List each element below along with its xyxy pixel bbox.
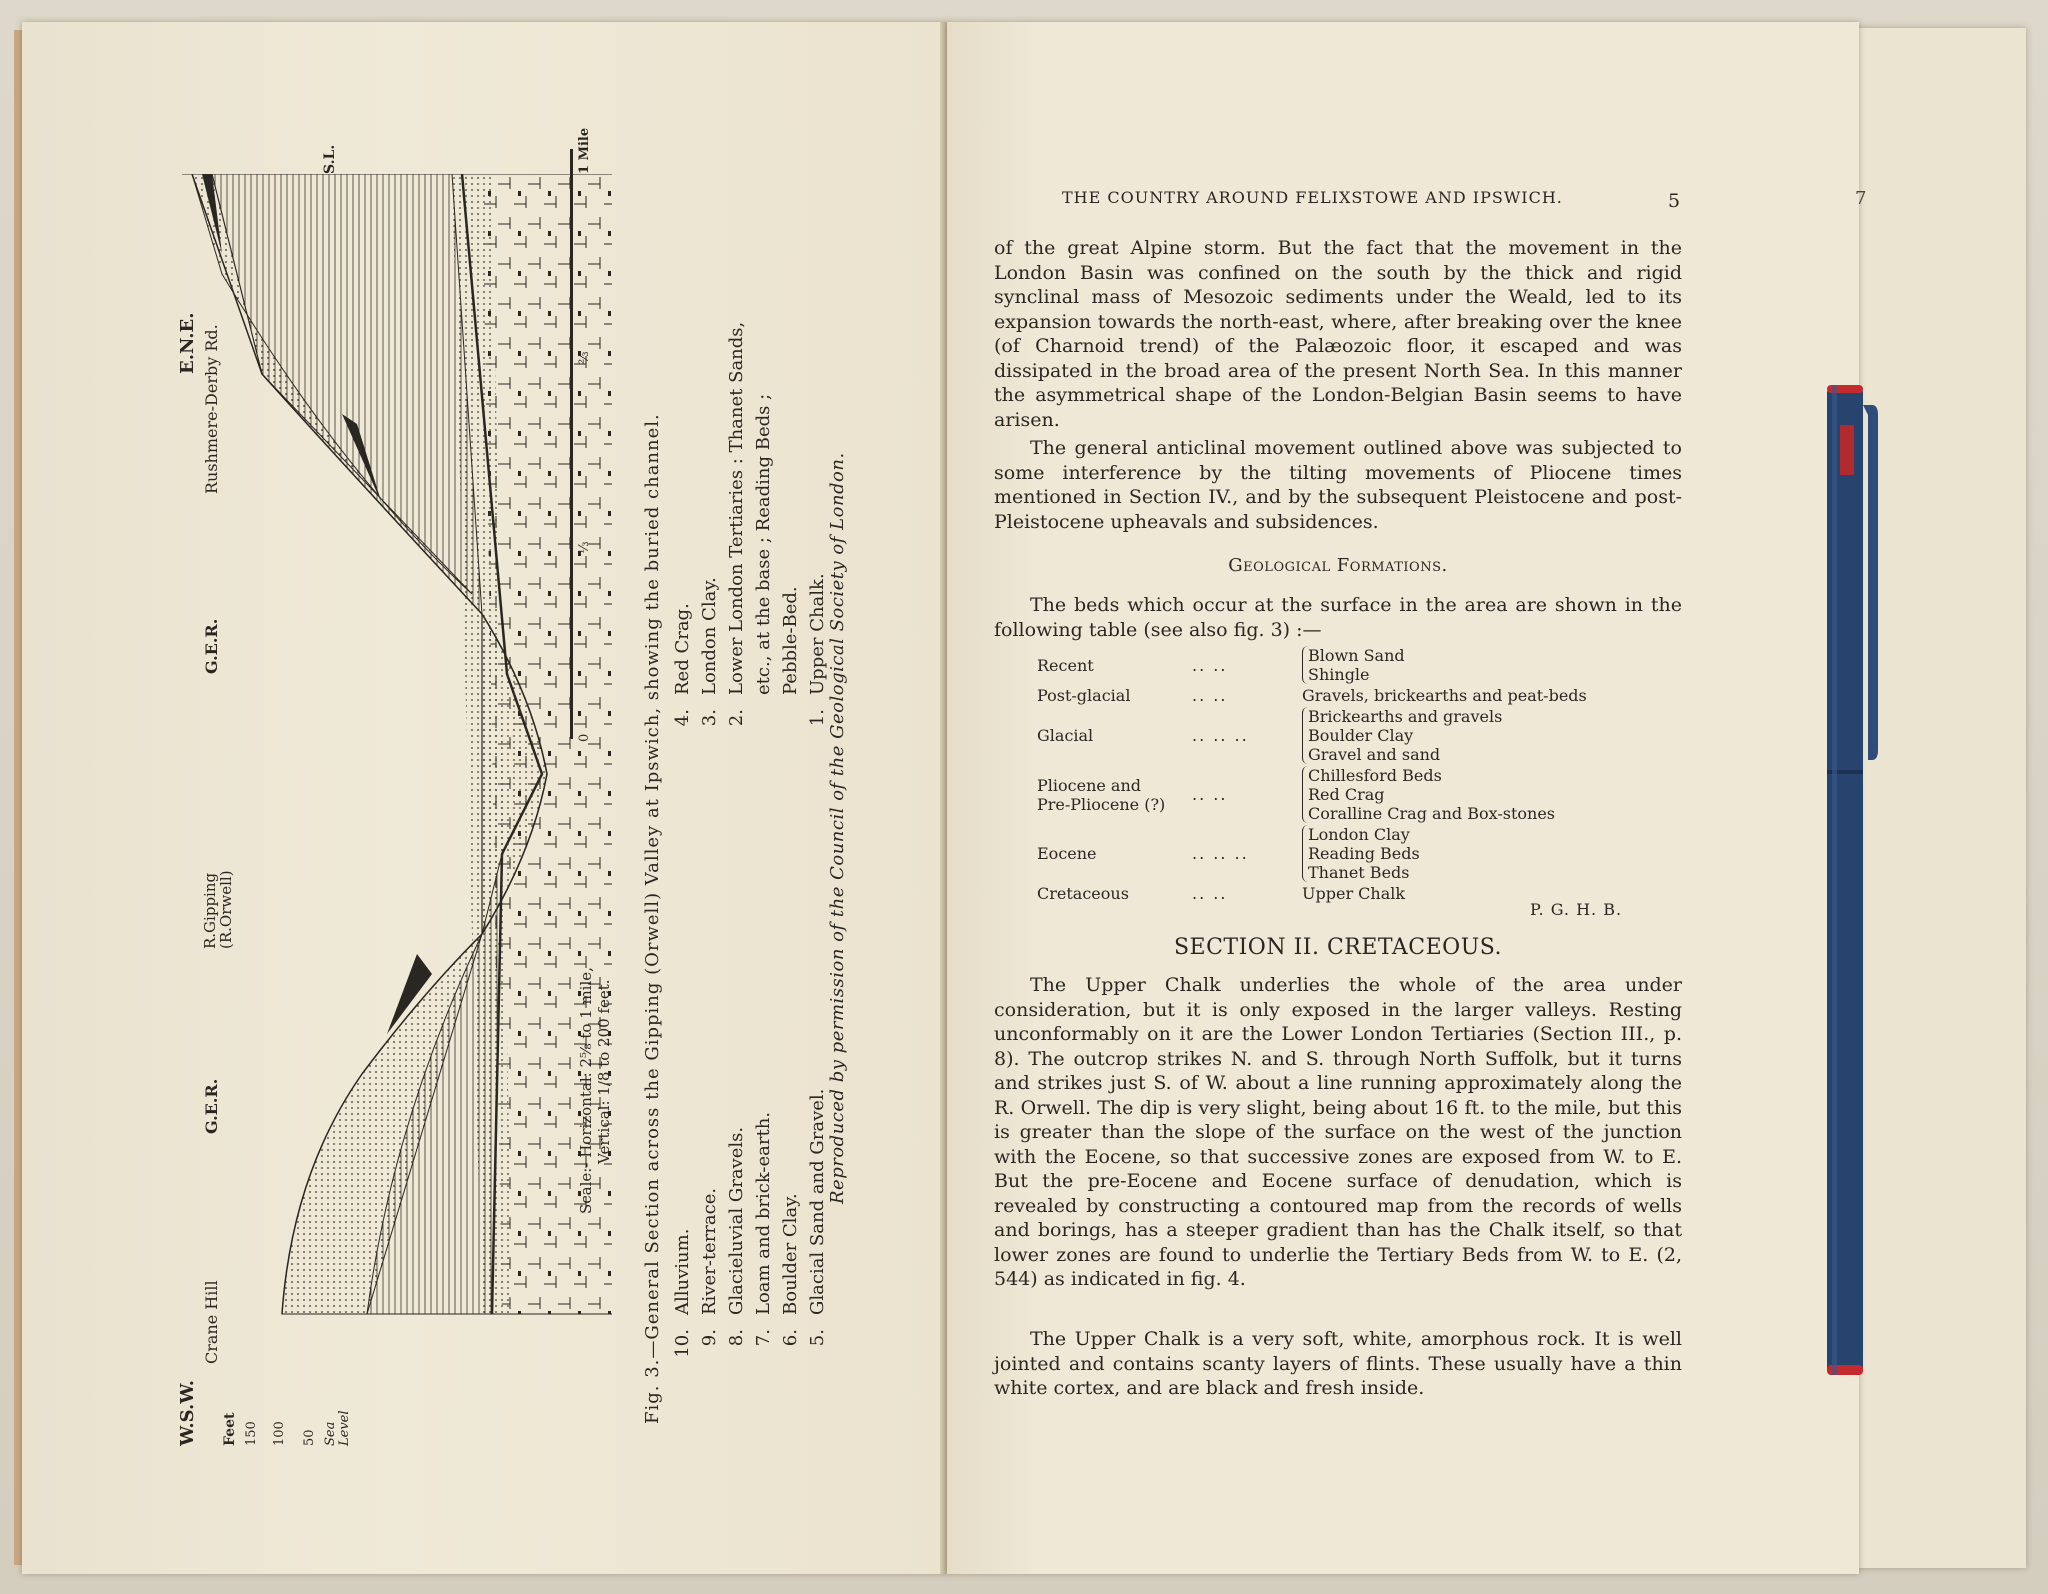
- sl-label: S.L.: [322, 144, 338, 174]
- crane-hill-label: Crane Hill: [202, 1280, 221, 1364]
- legend-item: 6.Boulder Clay.: [780, 1193, 801, 1347]
- paragraph-upper-chalk: The Upper Chalk underlies the whole of the area under consideration, but it is only exposed in the larger valleys. Resting unconformably on it are the Lower London Tertiaries (Section III., p. 8). The outcrop strikes N. and S. through North Suffolk, but it turns and strikes just S. of W. about a line running approximately along the R. Orwell. The dip is very slight, being about 16 ft. to the mile, but this is greater than the slope of the surface on the west of the junction with the Eocene, so that successive zones are exposed from W. to E. But the pre-Eocene and Eocene surface of denudation, which is revealed by constructing a contoured map from the records of wells and borings, has a steeper gradient than has the Chalk itself, so that lower zones are found to underlie the Tertiary Beds from W. to E. (2, 544) as indicated in fig. 4.: [994, 974, 1682, 1290]
- sea-level-label: Sea Level: [323, 1410, 352, 1446]
- wsw-label: W.S.W.: [177, 1380, 198, 1446]
- scale-legend: Scale:- Horizontal: 2⅝ to 1 mile, Vertical: 1/8 to 200 feet.: [577, 967, 613, 1214]
- scale-bar-third: ⅓: [577, 541, 592, 554]
- paragraph-chalk-description: The Upper Chalk is a very soft, white, amorphous rock. It is well jointed and contains scanty layers of flints. These usually have a thin white cortex, and are black and fresh inside.: [994, 1328, 1682, 1399]
- legend-right: [672, 322, 834, 754]
- axis-150-label: 150: [244, 1421, 259, 1446]
- legend-item: 5.Glacial Sand and Gravel.: [807, 1088, 828, 1347]
- feet-label: Feet: [222, 1412, 238, 1446]
- legend-item: 10.Alluvium.: [672, 1228, 693, 1358]
- legend-item: Pebble-Bed.: [780, 586, 801, 695]
- axis-100-label: 100: [272, 1421, 287, 1446]
- legend-item: 3.London Clay.: [699, 577, 720, 727]
- left-page: [22, 22, 947, 1574]
- running-head: THE COUNTRY AROUND FELIXSTOWE AND IPSWICH.: [1062, 188, 1563, 207]
- ger-left-label: G.E.R.: [202, 1078, 221, 1134]
- legend-item: 2.Lower London Tertiaries : Thanet Sands,: [726, 321, 747, 727]
- scale-bar-mile: 1 Mile: [577, 127, 592, 174]
- pen-object: [1810, 380, 1880, 1380]
- axis-50-label: 50: [302, 1429, 317, 1446]
- author-initials: P. G. H. B.: [1530, 900, 1623, 919]
- legend-item: 4.Red Crag.: [672, 603, 693, 727]
- reproduction-credit: Reproduced by permission of the Council of the Geological Society of London.: [827, 452, 848, 1204]
- scale-bar-0: 0: [577, 733, 592, 742]
- paragraph-anticlinal: The general anticlinal movement outlined above was subjected to some interference by the tilting movements of Pliocene times mentioned in Section IV., and by the subsequent Pleistocene and post-Pleistocene upheavals and subsidences.: [994, 437, 1682, 533]
- legend-item: 9.River-terrace.: [699, 1187, 720, 1347]
- legend-item: etc., at the base ; Reading Beds ;: [753, 393, 774, 695]
- page-number: 5: [1668, 190, 1681, 212]
- river-gipping-label: R.Gipping (R.Orwell): [201, 870, 235, 949]
- scale-bar: [570, 149, 573, 739]
- legend-item: 1.Upper Chalk.: [807, 573, 828, 727]
- scale-bar-two-thirds: ⅔: [577, 351, 592, 364]
- ger-right-label: G.E.R.: [202, 618, 221, 674]
- next-page-number: 7: [1855, 188, 1867, 209]
- legend-item: 8.Glacieluvial Gravels.: [726, 1126, 747, 1347]
- geological-formations-heading: Geological Formations.: [1228, 555, 1448, 576]
- rushmere-label: Rushmere-Derby Rd.: [202, 324, 221, 494]
- paragraph-beds-table-intro: The beds which occur at the surface in the area are shown in the following table (see also fig. 3) :—: [994, 594, 1682, 641]
- legend-item: 7.Loam and brick-earth.: [753, 1111, 774, 1347]
- ene-label: E.N.E.: [177, 312, 198, 374]
- section-title: SECTION II. CRETACEOUS.: [1173, 935, 1503, 960]
- geological-section-figure: [152, 174, 612, 1374]
- paragraph-alpine-storm: of the great Alpine storm. But the fact that the movement in the London Basin was confined on the south by the thick and rigid synclinal mass of Mesozoic sediments under the Weald, led to its expansion towards the north-east, where, after breaking over the knee (of Charnoid trend) of the Palæozoic floor, it escaped and was dissipated in the broad area of the present North Sea. In this manner the asymmetrical shape of the London-Belgian Basin seems to have arisen.: [994, 237, 1682, 431]
- legend-left: [672, 1089, 834, 1374]
- rotated-figure-content: [22, 22, 947, 1574]
- figure-caption: Fig. 3.—General Section across the Gipping (Orwell) Valley at Ipswich, showing the buried channel.: [642, 413, 663, 1424]
